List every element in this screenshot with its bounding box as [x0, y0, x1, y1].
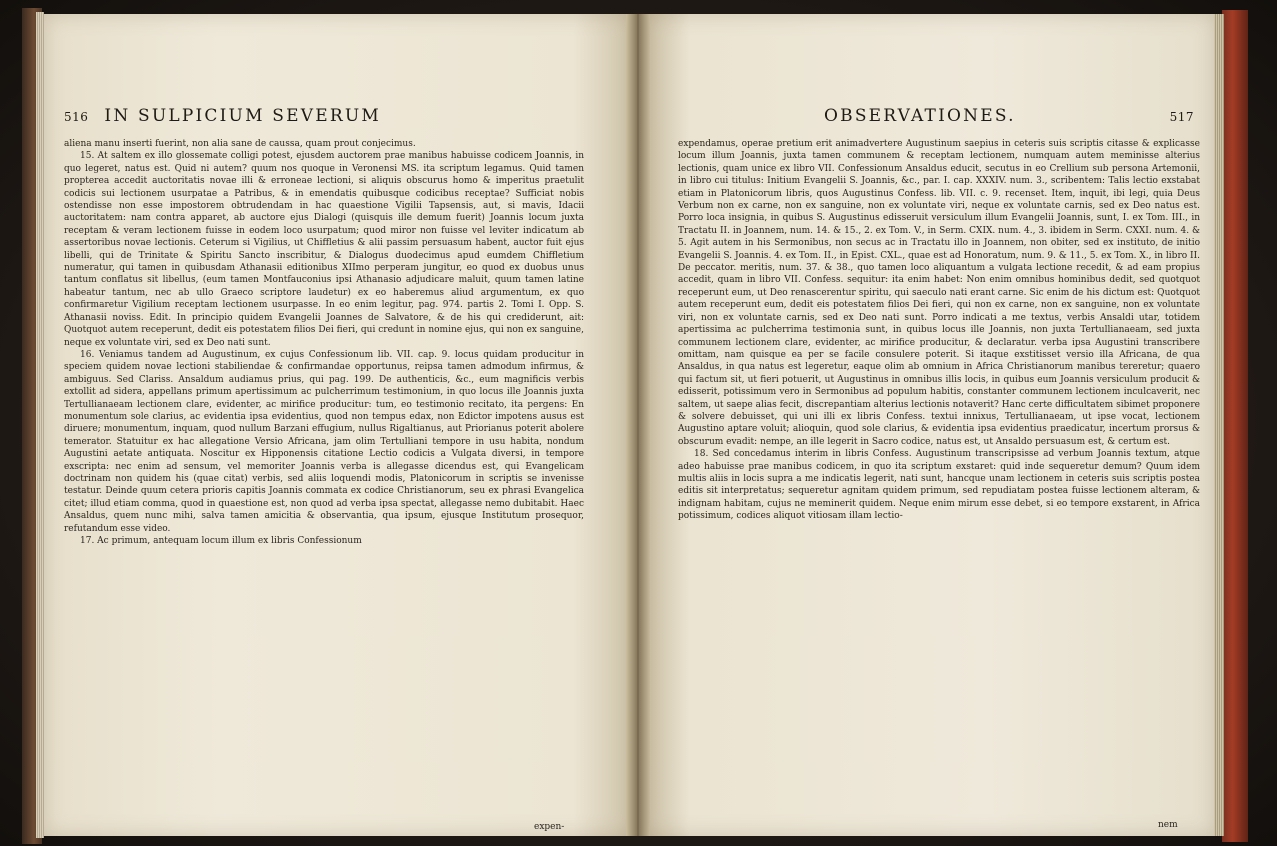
- right-page-number: 517: [1169, 110, 1194, 124]
- left-catchword: expen-: [534, 822, 565, 832]
- page-edges-left: [36, 12, 44, 838]
- right-page: [644, 14, 1214, 836]
- paragraph: aliena manu inserti fuerint, non alia sane de caussa, quam prout conjecimus.: [64, 139, 416, 149]
- paragraph: 17. Ac primum, antequam locum illum ex libris Confessionum: [80, 536, 362, 546]
- book-cover-right: [1222, 10, 1248, 842]
- right-page-text: [678, 138, 1200, 523]
- paragraph: 18. Sed concedamus interim in libris Confess. Augustinum transcripsisse ad verbum Joannis textum, atque adeo habuisse prae manibus codicem, in quo ita scriptum exstaret: quid inde sequeretur demum? Quum idem multis aliis in locis supra a me indicatis legerit, nati sunt, hancque unam lectionem in ceteris suis scriptis postea editis sit interpretatus; sequeretur agnitam quidem primum, sed repudiatam postea fuisse lectionem alteram, & indignam habitam, cujus ne meminerit quidem. Neque enim mirum esse debet, si eo tempore exstarent, in Africa potissimum, codices aliquot vitiosam illam lectio-: [678, 449, 1200, 522]
- book-gutter: [626, 14, 650, 836]
- left-page: [44, 14, 632, 836]
- left-running-title: IN SULPICIUM SEVERUM: [104, 106, 381, 126]
- left-page-number: 516: [64, 110, 89, 124]
- paragraph: 15. At saltem ex illo glossemate colligi potest, ejusdem auctorem prae manibus habuisse codicem Joannis, in quo legeret, natus est. Quid ni autem? quum nos quoque in Veronensi MS. ita scriptum legamus. Quid tamen propterea accedit auctoritatis novae illi & erroneae lectioni, si aliquis obscurus homo & imperitus praetulit codicis sui lectionem usurpatae a Patribus, & in emendatis quibusque codicibus receptae? Sufficiat nobis ostendisse non esse impostorem obtrudendam in hac quaestione Vigilii Tapsensis, aut, si mavis, Idacii auctoritatem: nam contra apparet, ab auctore ejus Dialogi (quisquis ille demum fuerit) Joannis locum juxta receptam & veram lectionem fuisse in eodem loco usurpatum; quod miror non fuisse vel leviter indicatum ab assertoribus novae lectionis. Ceterum si Vigilius, ut Chiffletius & alii passim persuasum habent, auctor fuit ejus libelli, qui de Trinitate & Spiritu Sancto inscribitur, & Dialogus duodecimus apud eumdem Chiffletium numeratur, qui tamen in quibusdam Athanasii editionibus XIImo perperam jungitur, eo quod ex duobus unus tantum conflatus sit libellus, (eum tamen Montfauconius ipsi Athanasio adjudicare maluit, quum tamen latine habeatur tantum, nec ab ullo Graeco scriptore laudetur) ex eo haberemus aliud argumentum, ex quo confirmaretur Vigilium receptam lectionem usurpasse. In eo enim legitur, pag. 974. partis 2. Tomi I. Opp. S. Athanasii noviss. Edit. In principio quidem Evangelii Joannes de Salvatore, & de his qui crediderunt, ait: Quotquot autem receperunt, dedit eis potestatem filios Dei fieri, qui credunt in nomine ejus, qui non ex sanguine, neque ex voluntate viri, sed ex Deo nati sunt.: [64, 151, 584, 348]
- left-running-head: [64, 106, 584, 128]
- right-catchword: nem: [1158, 820, 1178, 830]
- paragraph: 16. Veniamus tandem ad Augustinum, ex cujus Confessionum lib. VII. cap. 9. locus quidam producitur in speciem quidem novae lectioni stabiliendae & confirmandae opportunus, reipsa tamen admodum infirmus, & ambiguus. Sed Clariss. Ansaldum audiamus prius, qui pag. 199. De authenticis, &c., eum magnificis verbis extollit ad sidera, appellans primum apertissimum ac pulcherrimum testimonium, in quo locus ille Joannis juxta Tertullianaeam lectionem clare, evidenter, ac mirifice producitur: tum, eo testimonio recitato, ita pergens: En monumentum sole clarius, ac evidentia ipsa evidentius, quod non tempus edax, non Edictor impotens ausus est diruere; monumentum, inquam, quod nullum Barzani effugium, nullus Rigaltianus, aut Priorianus poterit abolere temerator. Statuitur ex hac allegatione Versio Africana, jam olim Tertulliani tempore in usu habita, nondum Augustini aetate antiquata. Noscitur ex Hipponensis citatione Lectio codicis a Vulgata diversi, in tempore exscripta: nec enim ad sensum, vel memoriter Joannis verba is allegasse dicendus est, qui Evangelicam doctrinam non quidem his (quae citat) verbis, sed aliis loquendi modis, Platonicorum in scriptis se invenisse testatur. Deinde quum cetera prioris capitis Joannis commata ex codice Christianorum, seu ex phrasi Evangelica citet; illud etiam comma, quod in quaestione est, non quod ad verba ipsa spectat, allegasse nemo dubitabit. Haec Ansaldus, quem nunc mihi, salva tamen amicitia & observantia, qua ipsum, ejusque Institutum prosequor, refutandum esse video.: [64, 349, 584, 534]
- paragraph: expendamus, operae pretium erit animadvertere Augustinum saepius in ceteris suis scriptis citasse & explicasse locum illum Joannis, juxta tamen communem & receptam lectionem, numquam autem meminisse alterius lectionis, quam unice ex libro VII. Confessionum Ansaldus educit, secutus in eo Crellium sub persona Artemonii, in libro cui titulus: Initium Evangelii S. Joannis, &c., par. I. cap. XXXIV. num. 3., scribentem: Talis lectio exstabat etiam in Platonicorum libris, quos Augustinus Confess. lib. VII. c. 9. recenset. Item, inquit, ibi legi, quia Deus Verbum non ex carne, non ex sanguine, non ex voluntate viri, neque ex voluntate carnis, sed ex Deo natus est. Porro loca insignia, in quibus S. Augustinus edisseruit versiculum illum Evangelii Joannis, sunt, I. ex Tom. III., in Tractatu II. in Joannem, num. 14. & 15., 2. ex Tom. V., in Serm. CXIX. num. 4., 3. ibidem in Serm. CXXI. num. 4. & 5. Agit autem in his Sermonibus, non secus ac in Tractatu illo in Joannem, non obiter, sed ex instituto, de initio Evangelii S. Joannis. 4. ex Tom. II., in Epist. CXL., quae est ad Honoratum, num. 9. & 11., 5. ex Tom. X., in libro II. De peccator. meritis, num. 37. & 38., quo tamen loco aliquantum a vulgata lectione recedit, & ad eam propius accedit, quam in libro VII. Confess. sequitur: ita enim habet: Non enim omnibus hominibus dedit, sed quotquot receperunt eum, ut Deo renascerentur spiritu, qui saeculo nati erant carne. Sic enim de his dictum est: Quotquot autem receperunt eum, dedit eis potestatem filios Dei fieri, qui non ex carne, non ex sanguine, non ex voluntate viri, non ex voluntate carnis, sed ex Deo nati sunt. Porro indicati a me textus, verbis Ansaldi utar, totidem apertissima ac pulcherrima testimonia sunt, in quibus locus ille Joannis, non juxta Tertullianaeam, sed juxta communem lectionem clare, evidenter, ac mirifice producitur, & declaratur. verba ipsa Augustini transcribere omittam, nam quisque ea per se facile consulere poterit. Si itaque exstitisset versio illa Africana, de qua Ansaldus, in qua natus est legeretur, eaque olim ab omnium in Africa Christianorum manibus tereretur; quaero qui factum sit, ut fieri potuerit, ut Augustinus in omnibus illis locis, in quibus eum Joannis versiculum producit & edisserit, potissimum vero in Sermonibus ad populum habitis, constanter communem lectionem inculcaverit, nec saltem, ut saepe alias fecit, discrepantiam alterius lectionis notaverit? Hanc certe difficultatem sibimet proponere & solvere debuisset, qui uni illi ex libris Confess. textui innixus, Tertullianaeam, ut ipse vocat, lectionem Augustino aptare voluit; alioquin, quod sole clarius, & evidentia ipsa evidentius praedicatur, incertum prorsus & obscurum evadit: nempe, an ille legerit in Sacro codice, natus est, ut Ansaldo persuasum est, & certum est.: [678, 139, 1200, 447]
- right-running-head: [674, 106, 1194, 128]
- left-page-text: [64, 138, 584, 547]
- right-running-title: OBSERVATIONES.: [824, 106, 1016, 126]
